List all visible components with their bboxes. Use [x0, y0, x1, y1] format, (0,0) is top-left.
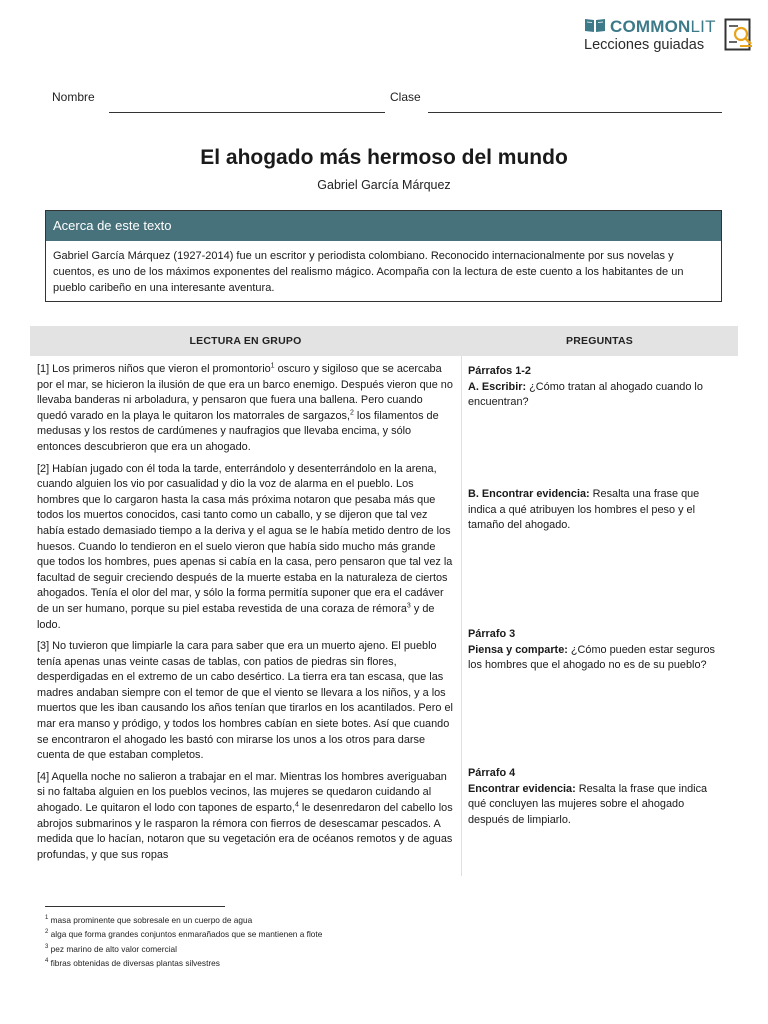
paragraph-3: [3] No tuvieron que limpiarle la cara para saber que era un muerto ajeno. El pueblo tenía apenas unas veinte casas de tablas, con patios de piedras sin flores, desperdigadas en el extremo de un cabo desértico. La tierra era tan escasa, que las madres andaban siempre con el temor de que el viento se llevara a los niños, y a los muertos que les iban causando los años tenían que tirarlos en los acantilados. Pero el mar era manso y pródigo, y todos los hombres cabían en siete botes. Así que cuando se encontraron el ahogado les bastó con mirarse los unos a los otros para darse cuenta de que estaban completos.	[37, 640, 453, 762]
reading-column	[37, 362, 453, 869]
footnote	[45, 926, 322, 940]
question-text	[468, 643, 724, 674]
footnote-ref-1: 1	[270, 362, 275, 370]
name-field[interactable]	[109, 112, 385, 113]
table-header	[30, 326, 738, 356]
question-heading: Párrafo 4	[468, 767, 516, 779]
name-label: Nombre	[52, 90, 95, 104]
question-block	[468, 766, 724, 828]
class-label: Clase	[390, 90, 421, 104]
question-label: Encontrar evidencia:	[468, 782, 576, 795]
footnote-text: masa prominente que sobresale en un cuerpo de agua	[48, 914, 253, 925]
brand-common: COMMON	[610, 17, 691, 36]
footnote-ref-3: 3	[406, 602, 411, 610]
column-header-reading: LECTURA EN GRUPO	[189, 335, 302, 347]
paragraph-1	[37, 362, 453, 456]
paragraph-4-text-a: [4] Aquella noche no salieron a trabajar en el mar. Mientras los hombres averiguaban si no faltaba alguien en los pueblos vecinos, las mujeres se quedaron cuidando al ahogado. Le quitaron el lodo con tapones de esparto,	[37, 770, 447, 815]
brand-subtitle: Lecciones guiadas	[584, 37, 705, 53]
question-text	[468, 782, 724, 829]
question-prompt: Resalta la frase que indica qué concluyen las mujeres sobre el ahogado después de limpiarlo.	[468, 782, 708, 826]
question-heading: Párrafos 1-2	[468, 365, 531, 377]
footnote-divider	[45, 906, 225, 907]
paragraph-2-text-b: y de lodo.	[37, 602, 435, 631]
paragraph-1-text-b: oscuro y sigiloso que se acercaba por el mar, se hicieron la ilusión de que era un barco enemigo. Después vieron que no llevaba banderas ni arboladura, y pensaron que fuera una ballena. Pero cuando quedó varado en la playa le quitaron los matorrales de sargazos,	[37, 363, 453, 422]
question-label: B. Encontrar evidencia:	[468, 488, 590, 500]
document-title: El ahogado más hermoso del mundo	[200, 146, 568, 169]
question-block	[468, 487, 724, 534]
question-prompt: ¿Cómo pueden estar seguros los hombres que el ahogado no es de su pueblo?	[468, 643, 715, 672]
footnote-number: 1	[45, 915, 49, 921]
question-text	[468, 380, 724, 411]
paragraph-4-text-b: le desenredaron del cabello los abrojos submarinos y le rasparon la rémora con fierros de desescamar pescados. A medida que lo hacían, notaron que su vegetación era de océanos remotos y de aguas profundas, y que sus ropas	[37, 802, 453, 861]
brand-header	[584, 16, 754, 56]
footnotes	[45, 912, 322, 969]
about-heading: Acerca de este texto	[46, 211, 721, 241]
paragraph-1-text-a: [1] Los primeros niños que vieron el promontorio	[37, 363, 271, 375]
paragraph-4	[37, 770, 453, 864]
footnote-text: fibras obtenidas de diversas plantas silvestres	[48, 957, 220, 968]
footnote	[45, 955, 322, 969]
question-prompt: ¿Cómo tratan al ahogado cuando lo encuentran?	[468, 380, 703, 409]
footnote-number: 2	[45, 929, 49, 936]
footnote-text: alga que forma grandes conjuntos enmarañados que se mantienen a flote	[48, 929, 323, 940]
brand-name	[610, 17, 716, 37]
paragraph-2	[37, 462, 453, 634]
column-divider	[461, 356, 462, 876]
question-prompt: Resalta una frase que indica a qué atribuyen los hombres el peso y el tamaño del ahogado.	[468, 488, 700, 532]
footnote-text: pez marino de alto valor comercial	[48, 943, 178, 954]
brand-lit: LIT	[690, 17, 716, 36]
question-text	[468, 487, 724, 534]
paragraph-2-text-a: [2] Habían jugado con él toda la tarde, enterrándolo y desenterrándolo en la arena, cuando alguien los vio por casualidad y dio la voz de alarma en el pueblo. Los hombres que lo cargaron hasta la casa más próxima notaron que pesaba más que todos los muertos conocidos, casi tanto como un caballo, y se dijeron que tal vez había estado demasiado tiempo a la deriva y el agua se le había metido dentro de los huesos. Cuando lo tendieron en el suelo vieron que había sido mucho más grande que todos los hombres, pues apenas si cabía en la casa, pero pensaron que tal vez la facultad de seguir creciendo después de la muerte estaba en la naturaleza de ciertos ahogados. Tenía el olor del mar, y sólo la forma permitía suponer que era el cadáver de un ser humano, porque su piel estaba revestida de una coraza de rémora	[37, 462, 453, 615]
about-text: Gabriel García Márquez (1927-2014) fue un escritor y periodista colombiano. Reconocido internacionalmente por sus novelas y cuentos, es uno de los máximos exponentes del realismo mágico. Acompaña con la lectura de este cuento a los habitantes de un pueblo caribeño en una interesante aventura.	[53, 250, 684, 294]
footnote-ref-2: 2	[350, 409, 354, 417]
column-header-questions: PREGUNTAS	[566, 335, 633, 347]
question-heading: Párrafo 3	[468, 628, 516, 640]
footnote-ref-4: 4	[294, 801, 299, 809]
footnote-number: 3	[45, 943, 49, 950]
footnote-number: 4	[45, 957, 49, 964]
book-icon	[584, 18, 606, 33]
about-box	[45, 210, 722, 302]
question-block	[468, 627, 724, 674]
question-block	[468, 364, 724, 411]
footnote	[45, 912, 322, 926]
document-author: Gabriel García Márquez	[317, 178, 451, 192]
class-field[interactable]	[428, 112, 722, 113]
paragraph-1-text-c: los filamentos de medusas y los restos de cardúmenes y naufragios que llevaba encima, y sólo entonces descubrieron que era un ahogado.	[37, 409, 439, 453]
footnote	[45, 941, 322, 955]
question-label: A. Escribir:	[468, 380, 527, 393]
question-label: Piensa y comparte:	[468, 643, 568, 656]
magnifier-document-icon	[724, 18, 754, 54]
